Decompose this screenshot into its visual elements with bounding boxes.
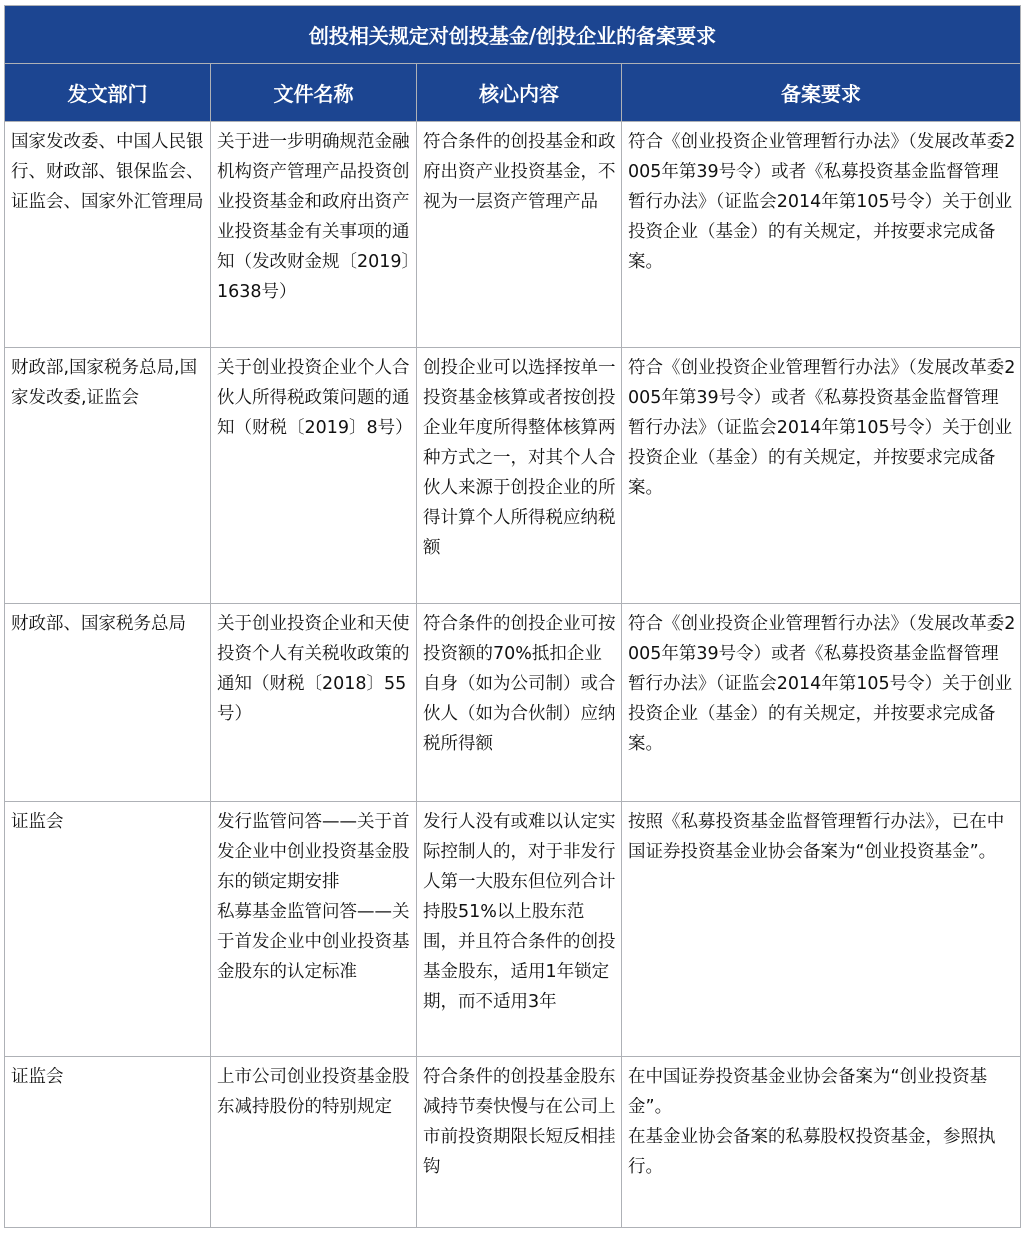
cell-requirement: 符合《创业投资企业管理暂行办法》（发展改革委2005年第39号令）或者《私募投资基金监督管理暂行办法》（证监会2014年第105号令）关于创业投资企业（基金）的有关规定，并按要求完成备案。 — [622, 604, 1021, 802]
filing-requirements-table — [4, 5, 1021, 1228]
table-row — [5, 802, 1021, 1057]
column-header-department: 发文部门 — [5, 64, 211, 122]
column-header-content: 核心内容 — [417, 64, 622, 122]
cell-document: 关于创业投资企业个人合伙人所得税政策问题的通知（财税〔2019〕8号） — [211, 348, 417, 604]
column-header-requirement: 备案要求 — [622, 64, 1021, 122]
cell-requirement: 符合《创业投资企业管理暂行办法》（发展改革委2005年第39号令）或者《私募投资基金监督管理暂行办法》（证监会2014年第105号令）关于创业投资企业（基金）的有关规定，并按要求完成备案。 — [622, 348, 1021, 604]
table-row — [5, 604, 1021, 802]
title-row — [5, 6, 1021, 64]
cell-requirement: 符合《创业投资企业管理暂行办法》（发展改革委2005年第39号令）或者《私募投资基金监督管理暂行办法》（证监会2014年第105号令）关于创业投资企业（基金）的有关规定，并按要求完成备案。 — [622, 122, 1021, 348]
cell-department: 财政部、国家税务总局 — [5, 604, 211, 802]
cell-content: 符合条件的创投基金股东减持节奏快慢与在公司上市前投资期限长短反相挂钩 — [417, 1057, 622, 1228]
table-row — [5, 348, 1021, 604]
cell-department: 财政部,国家税务总局,国家发改委,证监会 — [5, 348, 211, 604]
cell-requirement: 在中国证券投资基金业协会备案为“创业投资基金”。 在基金业协会备案的私募股权投资基金，参照执行。 — [622, 1057, 1021, 1228]
column-header-document: 文件名称 — [211, 64, 417, 122]
cell-content: 符合条件的创投基金和政府出资产业投资基金，不视为一层资产管理产品 — [417, 122, 622, 348]
cell-requirement: 按照《私募投资基金监督管理暂行办法》，已在中国证券投资基金业协会备案为“创业投资基金”。 — [622, 802, 1021, 1057]
cell-department: 证监会 — [5, 1057, 211, 1228]
cell-document: 关于进一步明确规范金融机构资产管理产品投资创业投资基金和政府出资产业投资基金有关事项的通知（发改财金规〔2019〕1638号） — [211, 122, 417, 348]
cell-department: 国家发改委、中国人民银行、财政部、银保监会、证监会、国家外汇管理局 — [5, 122, 211, 348]
cell-department: 证监会 — [5, 802, 211, 1057]
cell-document: 关于创业投资企业和天使投资个人有关税收政策的通知（财税〔2018〕55号） — [211, 604, 417, 802]
table-title: 创投相关规定对创投基金/创投企业的备案要求 — [5, 6, 1021, 64]
filing-requirements-table-wrapper — [4, 5, 1020, 1228]
cell-document: 发行监管问答——关于首发企业中创业投资基金股东的锁定期安排 私募基金监管问答——关于首发企业中创业投资基金股东的认定标准 — [211, 802, 417, 1057]
cell-content: 符合条件的创投企业可按投资额的70%抵扣企业自身（如为公司制）或合伙人（如为合伙制）应纳税所得额 — [417, 604, 622, 802]
cell-document: 上市公司创业投资基金股东减持股份的特别规定 — [211, 1057, 417, 1228]
header-row — [5, 64, 1021, 122]
cell-content: 发行人没有或难以认定实际控制人的，对于非发行人第一大股东但位列合计持股51%以上股东范围，并且符合条件的创投基金股东，适用1年锁定期，而不适用3年 — [417, 802, 622, 1057]
cell-content: 创投企业可以选择按单一投资基金核算或者按创投企业年度所得整体核算两种方式之一，对其个人合伙人来源于创投企业的所得计算个人所得税应纳税额 — [417, 348, 622, 604]
table-row — [5, 122, 1021, 348]
table-row — [5, 1057, 1021, 1228]
